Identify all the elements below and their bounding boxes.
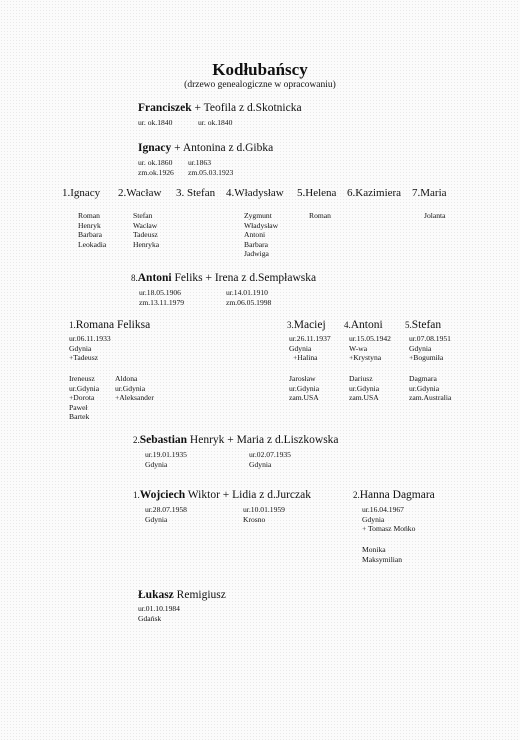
gen2-male-death: zm.ok.1926 <box>138 167 174 177</box>
gen3-couple <box>131 272 316 284</box>
gen2-spouse-death: zm.05.03.1923 <box>188 167 234 177</box>
child-maciej: 3.Maciej <box>287 319 326 331</box>
gen4-spouse-details: ur.02.07.1935 Gdynia <box>249 450 291 469</box>
gen2-spouse-birth: ur.1863 <box>188 158 211 167</box>
gen4-male-name: Sebastian <box>139 434 188 446</box>
child-stefan-details: ur.07.08.1951 Gdynia +Bogumiła <box>409 334 451 362</box>
grandchildren-list-maria <box>424 211 446 221</box>
grandchild-dariusz: Dariusz ur.Gdynia zam.USA <box>349 374 380 402</box>
list-item: Wacław <box>133 220 158 230</box>
sibling-hanna-children <box>362 545 402 564</box>
child-entry: 7.Maria <box>412 187 447 199</box>
list-item: Jolanta <box>424 211 446 220</box>
gen3-spouse-birth: ur.14.01.1910 <box>226 288 268 297</box>
list-item: Zygmunt <box>244 211 272 220</box>
child-entry: 4.Władysław <box>226 187 284 199</box>
list-item: Roman <box>309 211 331 220</box>
list-item: Roman <box>78 211 100 220</box>
gen2-spouse: + Antonina z d.Gibka <box>174 142 274 154</box>
grandchildren-list-helena <box>309 211 331 221</box>
gen1-male-birth: ur. ok.1840 <box>138 118 173 127</box>
list-item: Tadeusz <box>133 230 158 239</box>
child-antoni: 4.Antoni <box>344 319 383 331</box>
list-item: Leokadia <box>78 239 107 249</box>
gen3-male-dates <box>139 288 184 307</box>
child-entry: 2.Wacław <box>118 187 162 199</box>
gen1-spouse: + Teofila z d.Skotnicka <box>194 102 302 114</box>
page-title: Kodłubańscy <box>212 60 308 79</box>
gen6-details: ur.01.10.1984 Gdańsk <box>138 604 180 623</box>
gen3-number: 8. <box>131 273 138 283</box>
gen2-spouse-dates <box>188 158 233 177</box>
gen4-couple <box>133 434 339 446</box>
gen4-number: 2. <box>133 435 140 445</box>
gen3-male-birth: ur.18.05.1906 <box>139 288 181 297</box>
gen3-rest: Feliks + Irena z d.Sempławska <box>174 272 317 284</box>
gen3-spouse-death: zm.06.05.1998 <box>226 297 272 307</box>
gen2-male-dates <box>138 158 174 177</box>
grandchildren-list-ignacy <box>78 211 106 249</box>
sibling-hanna-details: ur.16.04.1967 Gdynia + Tomasz Mońko <box>362 505 416 533</box>
grandchild-ireneusz: Ireneusz ur.Gdynia +Dorota Paweł Bartek <box>69 374 100 421</box>
grandchildren-list-waclaw <box>133 211 159 249</box>
gen2-male-birth: ur. ok.1860 <box>138 158 173 167</box>
gen3-male-death: zm.13.11.1979 <box>139 297 185 307</box>
gen1-male-name: Franciszek <box>138 102 192 114</box>
gen4-male-details: ur.19.01.1935 Gdynia <box>145 450 187 469</box>
child-antoni-details: ur.15.05.1942 W-wa +Krystyna <box>349 334 391 362</box>
child-romana-details: ur.06.11.1933 Gdynia +Tadeusz <box>69 334 111 362</box>
list-item: Stefan <box>133 211 153 220</box>
child-stefan: 5.Stefan <box>405 319 442 331</box>
list-item: Jadwiga <box>244 249 269 258</box>
list-item: Maksymilian <box>362 554 403 564</box>
gen6-name: Łukasz <box>138 589 174 601</box>
child-entry: 1.Ignacy <box>62 187 101 199</box>
list-item: Władysław <box>244 220 279 230</box>
gen5-male-details: ur.28.07.1958 Gdynia <box>145 505 187 524</box>
child-maciej-details: ur.26.11.1937 Gdynia +Halina <box>289 334 331 362</box>
gen2-couple <box>138 142 273 154</box>
gen5-male-name: Wojciech <box>139 489 186 501</box>
list-item: Barbara <box>78 230 103 239</box>
gen3-spouse-dates <box>226 288 271 307</box>
gen5-number: 1. <box>133 490 140 500</box>
list-item: Barbara <box>244 239 269 249</box>
child-entry: 5.Helena <box>297 187 337 199</box>
child-entry: 3. Stefan <box>176 187 216 199</box>
gen5-couple <box>133 489 311 501</box>
gen5-spouse-details: ur.10.01.1959 Krosno <box>243 505 285 524</box>
grandchild-aldona: Aldona ur.Gdynia +Aleksander <box>115 374 154 402</box>
list-item: Henryka <box>133 239 160 249</box>
grandchild-dagmara: Dagmara ur.Gdynia zam.Australia <box>409 374 452 402</box>
gen5-rest: Wiktor + Lidia z d.Jurczak <box>187 489 311 501</box>
list-item: Antoni <box>244 230 266 239</box>
sibling-hanna: 2.Hanna Dagmara <box>353 489 435 501</box>
gen6-rest: Remigiusz <box>176 589 226 601</box>
list-item: Monika <box>362 545 386 554</box>
page-subtitle: (drzewo genealogiczne w opracowaniu) <box>184 80 336 90</box>
grandchild-jaroslaw: Jarosław ur.Gdynia zam.USA <box>289 374 320 402</box>
gen1-couple <box>138 102 302 114</box>
child-romana: 1.Romana Feliksa <box>69 319 151 331</box>
gen1-spouse-birth: ur. ok.1840 <box>198 118 233 127</box>
grandchildren-list-wladyslaw <box>244 211 278 259</box>
gen3-male-name: Antoni <box>137 272 172 284</box>
gen6-person <box>138 589 226 601</box>
gen4-rest: Henryk + Maria z d.Liszkowska <box>189 434 339 446</box>
list-item: Henryk <box>78 220 101 230</box>
child-entry: 6.Kazimiera <box>347 187 402 199</box>
gen2-male-name: Ignacy <box>138 142 172 154</box>
